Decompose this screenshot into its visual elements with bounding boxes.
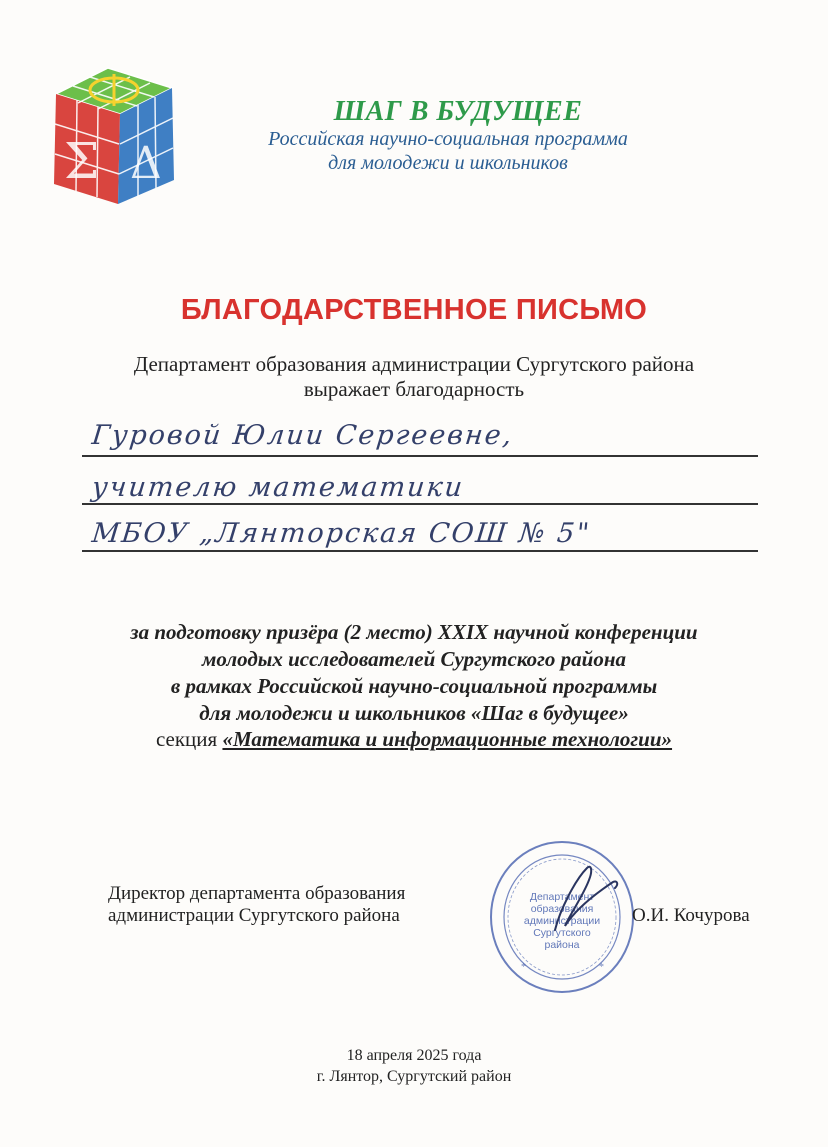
intro-line2: выражает благодарность: [303, 377, 525, 401]
program-title: ШАГ В БУДУЩЕЕ: [333, 96, 583, 127]
recipient-school-handwritten: МБОУ „Лянторская СОШ № 5": [90, 518, 593, 549]
signatory-position-line1: Директор департамента образования: [108, 883, 406, 904]
svg-text:Δ: Δ: [130, 138, 162, 189]
program-subtitle-line1: Российская научно-социальная программа: [268, 128, 628, 150]
reason-section: [0, 727, 828, 752]
stamp-center-line2: образования: [530, 903, 594, 915]
recipient-underline-1: [82, 455, 758, 457]
stamp-center-line1: Департамент: [529, 891, 595, 903]
recipient-underline-3: [82, 550, 758, 552]
signatory-position-line2: администрации Сургутского района: [108, 905, 400, 926]
recipient-name-handwritten: Гуровой Юлии Сергеевне,: [90, 420, 516, 451]
reason-line2: молодых исследователей Сургутского района: [202, 647, 626, 671]
handwritten-signature: [535, 860, 625, 940]
program-logo-cube-icon: [48, 66, 180, 206]
reason-line4: для молодежи и школьников «Шаг в будущее»: [199, 701, 629, 725]
svg-text:*: *: [521, 962, 526, 973]
document-title: БЛАГОДАРСТВЕННОЕ ПИСЬМО: [180, 294, 648, 326]
reason-line3: в рамках Российской научно-социальной программы: [170, 674, 658, 698]
stamp-center-line3: администрации: [523, 915, 601, 927]
stamp-center-line4: Сургутского: [533, 927, 591, 939]
section-prefix: секция: [155, 727, 223, 751]
recipient-position-handwritten: учителю математики: [90, 472, 466, 503]
program-subtitle-line2: для молодежи и школьников: [328, 152, 568, 174]
svg-text:Σ: Σ: [64, 132, 100, 190]
reason-line1: за подготовку призёра (2 место) XXIX научной конференции: [130, 620, 698, 644]
section-name: «Математика и информационные технологии»: [222, 727, 673, 751]
svg-text:*: *: [599, 962, 604, 973]
recipient-underline-2: [82, 503, 758, 505]
document-date: 18 апреля 2025 года: [346, 1047, 482, 1064]
stamp-center-line5: района: [544, 939, 580, 951]
document-place: г. Лянтор, Сургутский район: [316, 1068, 512, 1085]
signatory-name: О.И. Кочурова: [632, 905, 750, 926]
intro-line1: Департамент образования администрации Сургутского района: [133, 352, 695, 376]
